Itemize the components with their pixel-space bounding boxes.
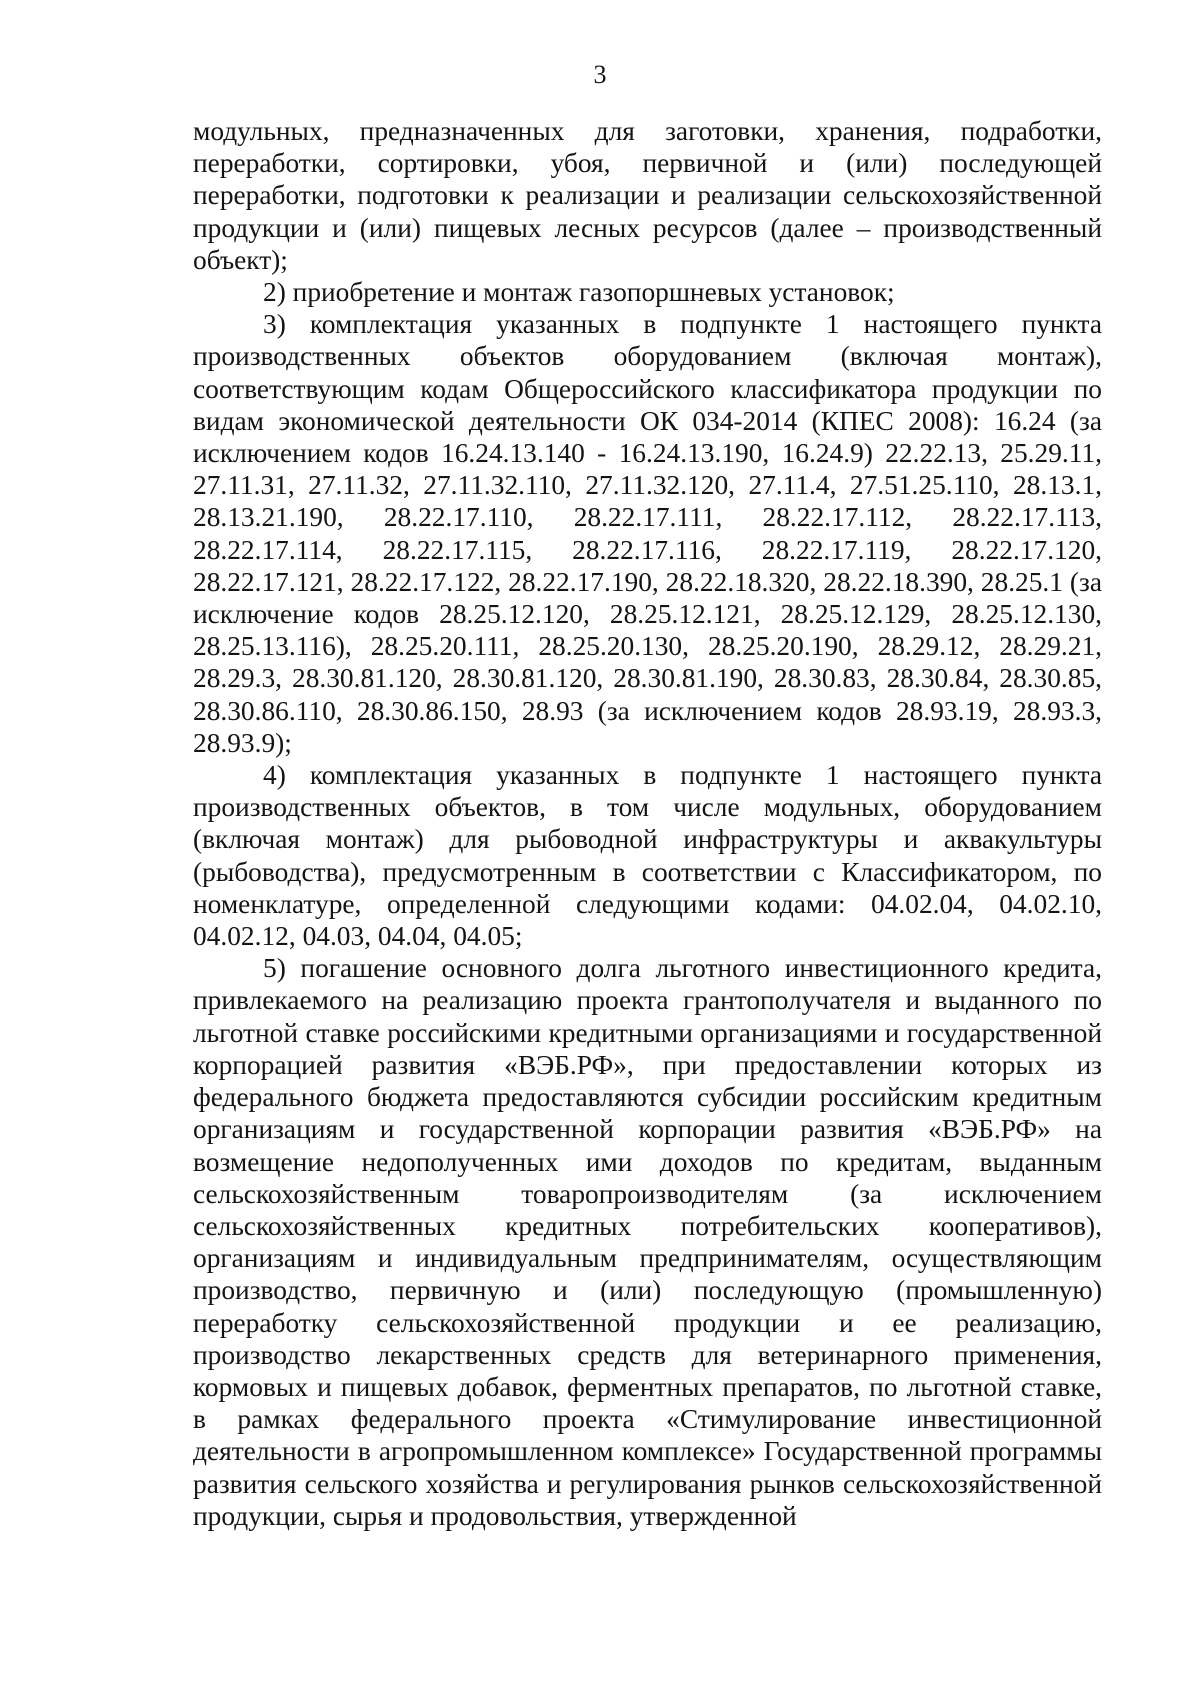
paragraph-item-3: 3) комплектация указанных в подпункте 1 настоящего пункта производственных объектов оборудованием (включая монтаж), соответствующим кодам Общероссийского классификатора продукции по видам экономической деятельности ОК 034-2014 (КПЕС 2008): 16.24 (за исключением кодов 16.24.13.140 - 16.24.13.190, 16.24.9) 22.22.13, 25.29.11, 27.11.31, 27.11.32, 27.11.32.110, 27.11.32.120, 27.11.4, 27.51.25.110, 28.13.1, 28.13.21.190, 28.22.17.110, 28.22.17.111, 28.22.17.112, 28.22.17.113, 28.22.17.114, 28.22.17.115, 28.22.17.116, 28.22.17.119, 28.22.17.120, 28.22.17.121, 28.22.17.122, 28.22.17.190, 28.22.18.320, 28.22.18.390, 28.25.1 (за исключение кодов 28.25.12.120, 28.25.12.121, 28.25.12.129, 28.25.12.130, 28.25.13.116), 28.25.20.111, 28.25.20.130, 28.25.20.190, 28.29.12, 28.29.21, 28.29.3, 28.30.81.120, 28.30.81.120, 28.30.81.190, 28.30.83, 28.30.84, 28.30.85, 28.30.86.110, 28.30.86.150, 28.93 (за исключением кодов 28.93.19, 28.93.3, 28.93.9); [193, 309, 1102, 758]
paragraph-item-4: 4) комплектация указанных в подпункте 1 настоящего пункта производственных объектов, в том числе модульных, оборудованием (включая монтаж) для рыбоводной инфраструктуры и аквакультуры (рыбоводства), предусмотренным в соответствии с Классификатором, по номенклатуре, определенной следующими кодами: 04.02.04, 04.02.10, 04.02.12, 04.03, 04.04, 04.05; [193, 760, 1102, 952]
document-body [193, 115, 1102, 1532]
paragraph-item-2: 2) приобретение и монтаж газопоршневых установок; [263, 277, 895, 308]
paragraph-item-5: 5) погашение основного долга льготного инвестиционного кредита, привлекаемого на реализацию проекта грантополучателя и выданного по льготной ставке российскими кредитными организациями и государственной корпорацией развития «ВЭБ.РФ», при предоставлении которых из федерального бюджета предоставляются субсидии российским кредитным организациям и государственной корпорации развития «ВЭБ.РФ» на возмещение недополученных ими доходов по кредитам, выданным сельскохозяйственным товаропроизводителям (за исключением сельскохозяйственных кредитных потребительских кооперативов), организациям и индивидуальным предпринимателям, осуществляющим производство, первичную и (или) последующую (промышленную) переработку сельскохозяйственной продукции и ее реализацию, производство лекарственных средств для ветеринарного применения, кормовых и пищевых добавок, ферментных препаратов, по льготной ставке, в рамках федерального проекта «Стимулирование инвестиционной деятельности в агропромышленном комплексе» Государственной программы развития сельского хозяйства и регулирования рынков сельскохозяйственной продукции, сырья и продовольствия, утвержденной [193, 953, 1102, 1531]
page-number: 3 [593, 60, 607, 89]
paragraph-continuation: модульных, предназначенных для заготовки, хранения, подработки, переработки, сортировки, убоя, первичной и (или) последующей переработки, подготовки к реализации и реализации сельскохозяйственной продукции и (или) пищевых лесных ресурсов (далее – производственный объект); [193, 116, 1102, 275]
